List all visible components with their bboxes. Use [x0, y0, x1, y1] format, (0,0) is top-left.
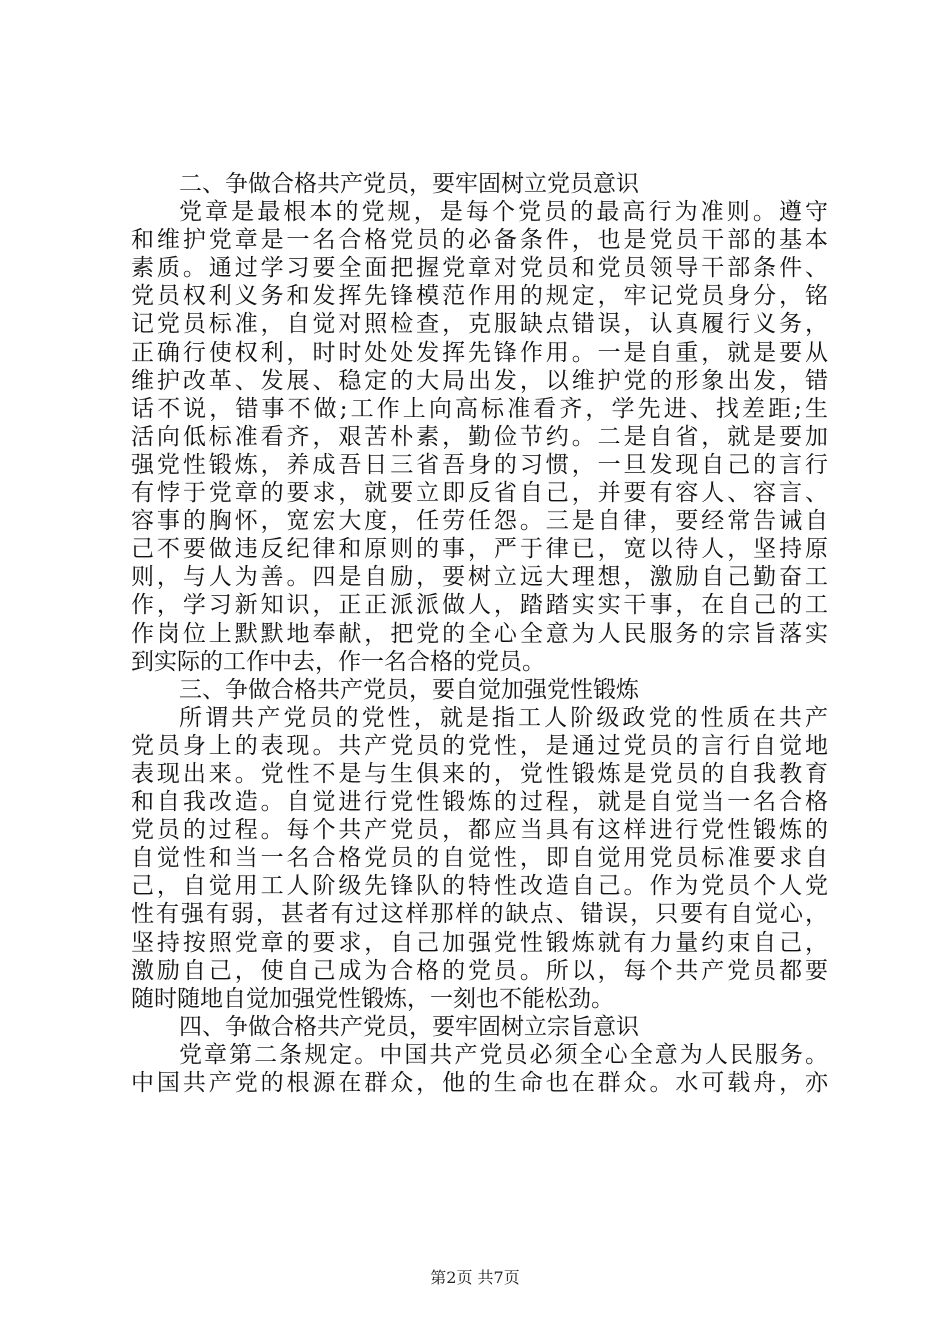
text-line: 和自我改造。自觉进行党性锻炼的过程，就是自觉当一名合格	[131, 789, 828, 816]
text-line: 中国共产党的根源在群众，他的生命也在群众。水可载舟，亦	[131, 1070, 828, 1096]
text-line: 有悖于党章的要求，就要立即反省自己，并要有容人、容言、	[131, 480, 828, 507]
text-line: 到实际的工作中去，作一名合格的党员。	[131, 648, 545, 675]
text-line: 党章第二条规定。中国共产党员必须全心全意为人民服务。	[179, 1041, 828, 1068]
text-line: 所谓共产党员的党性，就是指工人阶级政党的性质在共产	[179, 704, 828, 731]
text-line: 坚持按照党章的要求，自己加强党性锻炼就有力量约束自己，	[131, 929, 828, 956]
text-line: 记党员标准，自觉对照检查，克服缺点错误，认真履行义务，	[131, 311, 828, 338]
text-line: 党章是最根本的党规，是每个党员的最高行为准则。遵守	[179, 199, 828, 226]
text-line: 强党性锻炼，养成吾日三省吾身的习惯，一旦发现自己的言行	[131, 451, 828, 478]
text-line: 表现出来。党性不是与生俱来的，党性锻炼是党员的自我教育	[131, 760, 828, 787]
text-line: 话不说，错事不做;工作上向高标准看齐，学先进、找差距;生	[131, 395, 828, 422]
text-line: 正确行使权利，时时处处发挥先锋作用。一是自重，就是要从	[131, 339, 828, 366]
text-line: 激励自己，使自己成为合格的党员。所以，每个共产党员都要	[131, 957, 828, 984]
text-line: 己不要做违反纪律和原则的事，严于律已，宽以待人，坚持原	[131, 536, 828, 563]
text-line: 党员权利义务和发挥先锋模范作用的规定，牢记党员身分，铭	[131, 283, 828, 310]
document-body	[131, 170, 828, 1097]
text-line: 维护改革、发展、稳定的大局出发，以维护党的形象出发，错	[131, 367, 828, 394]
text-line: 党员身上的表现。共产党员的党性，是通过党员的言行自觉地	[131, 732, 828, 759]
text-line: 自觉性和当一名合格党员的自觉性，即自觉用党员标准要求自	[131, 845, 828, 872]
text-line: 作岗位上默默地奉献，把党的全心全意为人民服务的宗旨落实	[131, 620, 828, 647]
text-line: 活向低标准看齐，艰苦朴素，勤俭节约。二是自省，就是要加	[131, 423, 828, 450]
text-line: 性有强有弱，甚者有过这样那样的缺点、错误，只要有自觉心，	[131, 901, 828, 928]
section-heading: 三、争做合格共产党员，要自觉加强党性锻炼	[179, 676, 639, 703]
text-line: 和维护党章是一名合格党员的必备条件，也是党员干部的基本	[131, 227, 828, 254]
section-heading: 四、争做合格共产党员，要牢固树立宗旨意识	[179, 1013, 639, 1040]
text-line: 党员的过程。每个共产党员，都应当具有这样进行党性锻炼的	[131, 817, 828, 844]
text-line: 己，自觉用工人阶级先锋队的特性改造自己。作为党员个人党	[131, 873, 828, 900]
text-line: 则，与人为善。四是自励，要树立远大理想，激励自己勤奋工	[131, 564, 828, 591]
text-line: 随时随地自觉加强党性锻炼，一刻也不能松劲。	[131, 985, 614, 1012]
page-footer: 第2页 共7页	[430, 1268, 520, 1287]
text-line: 作，学习新知识，正正派派做人，踏踏实实干事，在自己的工	[131, 592, 828, 619]
text-line: 素质。通过学习要全面把握党章对党员和党员领导干部条件、	[131, 255, 828, 282]
section-heading: 二、争做合格共产党员，要牢固树立党员意识	[179, 171, 639, 197]
text-line: 容事的胸怀，宽宏大度，任劳任怨。三是自律，要经常告诫自	[131, 508, 828, 535]
